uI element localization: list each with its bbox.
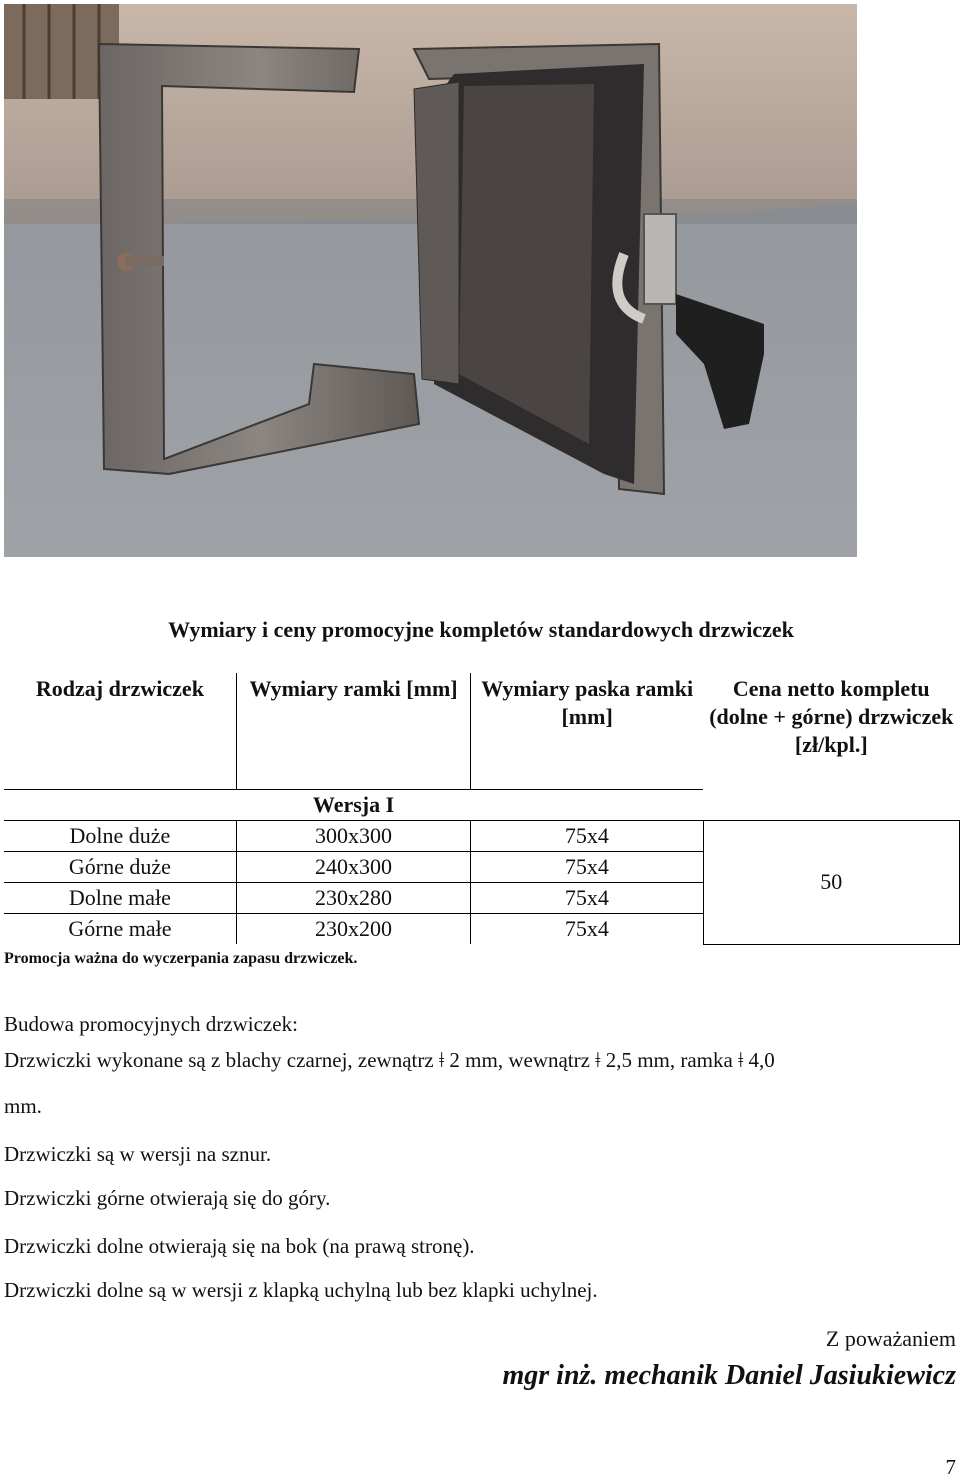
door-type-cell: Dolne duże <box>4 821 236 852</box>
table-row <box>4 821 960 852</box>
construction-line: Drzwiczki górne otwierają się do góry. <box>4 1186 331 1210</box>
price-table <box>4 673 960 945</box>
version-label: Wersja I <box>4 790 703 821</box>
header-net-price: Cena netto kompletu (dolne + górne) drzwiczek [zł/kpl.] <box>709 676 954 757</box>
product-photo <box>4 4 857 557</box>
document-title: Wymiary i ceny promocyjne kompletów standardowych drzwiczek <box>168 617 794 642</box>
construction-line: Drzwiczki dolne są w wersji z klapką uchylną lub bez klapki uchylnej. <box>4 1278 598 1302</box>
closing-phrase: Z poważaniem <box>825 1326 956 1351</box>
construction-line: Drzwiczki są w wersji na sznur. <box>4 1142 272 1166</box>
version-row <box>4 790 960 821</box>
strip-size-cell: 75x4 <box>471 821 703 852</box>
frame-size-cell: 230x200 <box>236 914 470 945</box>
price-cell: 50 <box>703 821 959 945</box>
door-type-cell: Dolne małe <box>4 883 236 914</box>
frame-size-cell: 300x300 <box>236 821 470 852</box>
header-door-type: Rodzaj drzwiczek <box>4 673 236 790</box>
construction-line: Drzwiczki wykonane są z blachy czarnej, zewnątrz ǂ 2 mm, wewnątrz ǂ 2,5 mm, ramka ǂ 4,0 <box>4 1048 775 1072</box>
signature: mgr inż. mechanik Daniel Jasiukiewicz <box>502 1360 956 1391</box>
promo-note: Promocja ważna do wyczerpania zapasu drzwiczek. <box>4 950 358 967</box>
strip-size-cell: 75x4 <box>471 852 703 883</box>
construction-line: Drzwiczki dolne otwierają się na bok (na prawą stronę). <box>4 1234 475 1258</box>
table-header-row <box>4 673 960 790</box>
frame-size-cell: 240x300 <box>236 852 470 883</box>
door-type-cell: Górne małe <box>4 914 236 945</box>
header-frame-size: Wymiary ramki [mm] <box>236 673 470 790</box>
construction-line: mm. <box>4 1094 42 1118</box>
door-type-cell: Górne duże <box>4 852 236 883</box>
construction-heading: Budowa promocyjnych drzwiczek: <box>4 1012 298 1036</box>
page-number: 7 <box>945 1455 956 1479</box>
header-strip-size: Wymiary paska ramki [mm] <box>471 673 703 790</box>
strip-size-cell: 75x4 <box>471 914 703 945</box>
strip-size-cell: 75x4 <box>471 883 703 914</box>
frame-size-cell: 230x280 <box>236 883 470 914</box>
